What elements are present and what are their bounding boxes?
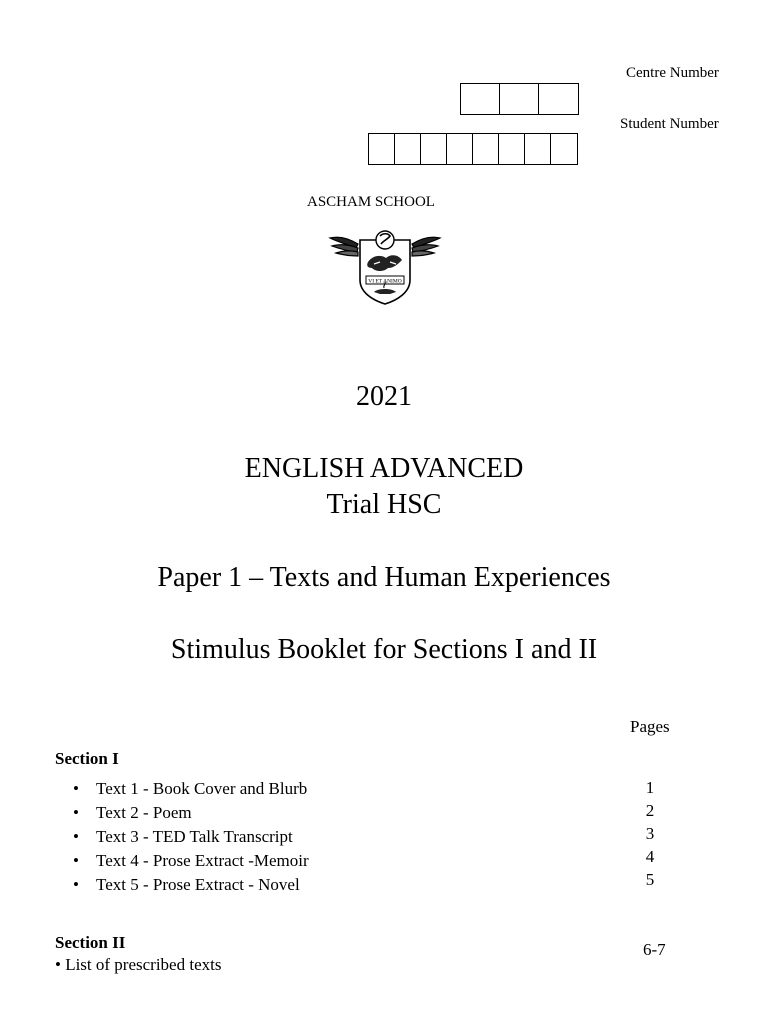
- student-number-box[interactable]: [395, 134, 421, 164]
- page-number: 5: [645, 870, 655, 889]
- section-2-pages: 6-7: [643, 940, 666, 959]
- centre-number-label: Centre Number: [626, 65, 719, 81]
- page-number: 1: [645, 778, 655, 797]
- student-number-box[interactable]: [551, 134, 577, 164]
- bullet: •: [73, 779, 79, 798]
- list-item: [55, 801, 309, 825]
- page-number: 3: [645, 824, 655, 843]
- section-2-heading: Section II: [55, 933, 126, 952]
- list-item-label: Text 3 - TED Talk Transcript: [96, 827, 293, 846]
- svg-text:VI ET ANIMO: VI ET ANIMO: [368, 278, 402, 285]
- section-1-pages: [640, 776, 660, 891]
- student-number-box[interactable]: [473, 134, 499, 164]
- list-item: [55, 777, 309, 801]
- exam-name: Trial HSC: [326, 489, 442, 520]
- course-title: ENGLISH ADVANCED: [244, 453, 524, 484]
- list-item-label: Text 1 - Book Cover and Blurb: [96, 779, 308, 798]
- bullet: •: [73, 875, 79, 894]
- pages-heading: Pages: [630, 717, 670, 736]
- list-item-label: Text 2 - Poem: [96, 803, 192, 822]
- student-number-box[interactable]: [499, 134, 525, 164]
- student-number-box[interactable]: [369, 134, 395, 164]
- school-crest-icon: [328, 224, 442, 306]
- list-item: [55, 825, 309, 849]
- list-item-label: Text 4 - Prose Extract -Memoir: [96, 851, 309, 870]
- section-2-item: • List of prescribed texts: [55, 955, 222, 974]
- exam-year: 2021: [356, 381, 412, 412]
- student-number-box[interactable]: [421, 134, 447, 164]
- student-number-boxes[interactable]: [368, 133, 578, 165]
- school-name: ASCHAM SCHOOL: [307, 194, 435, 210]
- bullet: •: [73, 827, 79, 846]
- student-number-box[interactable]: [525, 134, 551, 164]
- bullet: •: [73, 803, 79, 822]
- paper-title: Paper 1 – Texts and Human Experiences: [157, 562, 611, 593]
- page-number: 2: [645, 801, 655, 820]
- centre-number-box[interactable]: [461, 84, 500, 114]
- centre-number-boxes[interactable]: [460, 83, 579, 115]
- list-item: [55, 849, 309, 873]
- student-number-label: Student Number: [620, 116, 719, 132]
- student-number-box[interactable]: [447, 134, 473, 164]
- list-item: [55, 873, 309, 897]
- centre-number-box[interactable]: [539, 84, 578, 114]
- school-crest-graphic: [328, 224, 442, 306]
- page-number: 4: [645, 847, 655, 866]
- list-item-label: Text 5 - Prose Extract - Novel: [96, 875, 300, 894]
- booklet-title: Stimulus Booklet for Sections I and II: [170, 634, 598, 665]
- centre-number-box[interactable]: [500, 84, 539, 114]
- bullet: •: [73, 851, 79, 870]
- section-1-list: [55, 777, 309, 897]
- section-1-heading: Section I: [55, 749, 119, 768]
